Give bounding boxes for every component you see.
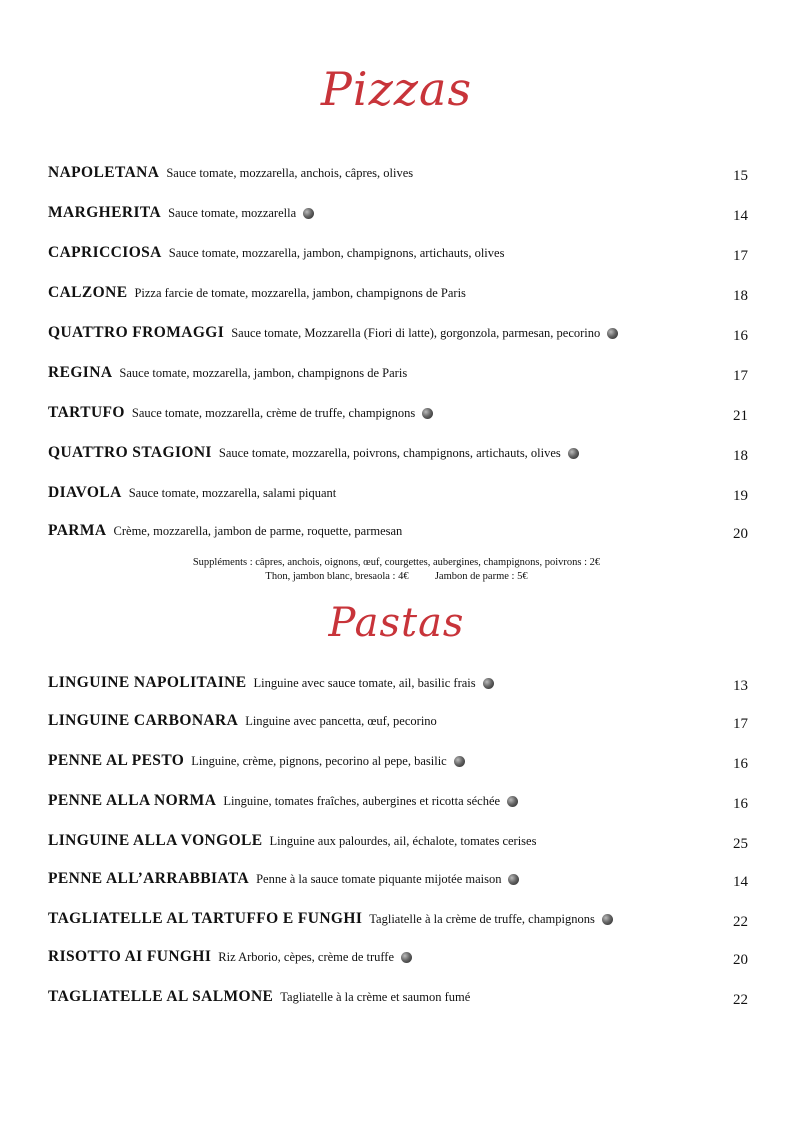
- item-name: LINGUINE CARBONARA: [48, 712, 239, 729]
- vegetarian-leaf-icon: [454, 756, 465, 767]
- menu-item: [48, 752, 748, 776]
- item-name: TAGLIATELLE AL SALMONE: [48, 988, 274, 1005]
- item-name: CAPRICCIOSA: [48, 244, 162, 261]
- item-name: NAPOLETANA: [48, 164, 160, 181]
- item-price: 17: [733, 368, 748, 384]
- item-price: 16: [733, 756, 748, 772]
- item-price: 22: [733, 992, 748, 1008]
- item-description: Sauce tomate, mozzarella, anchois, câpres, olives: [166, 166, 414, 180]
- menu-item: [48, 444, 748, 468]
- item-description: Linguine, crème, pignons, pecorino al pepe, basilic: [191, 754, 447, 768]
- item-price: 20: [733, 526, 748, 542]
- item-description: Sauce tomate, mozzarella, crème de truffe, champignons: [131, 406, 416, 420]
- menu-item: [48, 484, 748, 508]
- item-price: 15: [733, 168, 748, 184]
- pastas-title: Pastas: [328, 600, 465, 646]
- item-price: 19: [733, 488, 748, 504]
- vegetarian-leaf-icon: [422, 408, 433, 419]
- item-price: 16: [733, 328, 748, 344]
- item-description: Linguine aux palourdes, ail, échalote, tomates cerises: [269, 834, 537, 848]
- item-name: CALZONE: [48, 284, 128, 301]
- menu-item: [48, 404, 748, 428]
- item-name: PENNE AL PESTO: [48, 752, 185, 769]
- menu-item: [48, 364, 748, 388]
- item-description: Sauce tomate, mozzarella, salami piquant: [128, 486, 337, 500]
- item-price: 16: [733, 796, 748, 812]
- item-name: MARGHERITA: [48, 204, 162, 221]
- item-price: 17: [733, 716, 748, 732]
- item-description: Linguine avec pancetta, œuf, pecorino: [245, 714, 437, 728]
- item-description: Riz Arborio, cèpes, crème de truffe: [218, 950, 395, 964]
- item-description: Sauce tomate, mozzarella, jambon, champignons de Paris: [119, 366, 408, 380]
- item-price: 18: [733, 288, 748, 304]
- item-price: 20: [733, 952, 748, 968]
- menu-item: [48, 948, 748, 972]
- item-name: RISOTTO AI FUNGHI: [48, 948, 212, 965]
- menu-item: [48, 204, 748, 228]
- vegetarian-leaf-icon: [508, 874, 519, 885]
- menu-item: [48, 674, 748, 698]
- item-description: Sauce tomate, mozzarella: [168, 206, 297, 220]
- menu-item: [48, 870, 748, 894]
- vegetarian-leaf-icon: [483, 678, 494, 689]
- item-price: 14: [733, 874, 748, 890]
- vegetarian-leaf-icon: [607, 328, 618, 339]
- pizzas-title: Pizzas: [320, 62, 473, 116]
- menu-item: [48, 832, 748, 856]
- vegetarian-leaf-icon: [507, 796, 518, 807]
- item-description: Tagliatelle à la crème et saumon fumé: [280, 990, 471, 1004]
- item-name: DIAVOLA: [48, 484, 122, 501]
- menu-item: [48, 910, 748, 934]
- menu-item: [48, 988, 748, 1012]
- vegetarian-leaf-icon: [401, 952, 412, 963]
- menu-item: [48, 522, 748, 546]
- vegetarian-leaf-icon: [602, 914, 613, 925]
- item-name: QUATTRO FROMAGGI: [48, 324, 225, 341]
- menu-item: [48, 284, 748, 308]
- item-name: PENNE ALLA NORMA: [48, 792, 217, 809]
- item-name: PARMA: [48, 522, 107, 539]
- item-name: LINGUINE NAPOLITAINE: [48, 674, 247, 691]
- item-name: LINGUINE ALLA VONGOLE: [48, 832, 263, 849]
- item-description: Sauce tomate, mozzarella, poivrons, champignons, artichauts, olives: [218, 446, 561, 460]
- item-name: TAGLIATELLE AL TARTUFFO E FUNGHI: [48, 910, 363, 927]
- item-description: Sauce tomate, Mozzarella (Fiori di latte), gorgonzola, parmesan, pecorino: [231, 326, 601, 340]
- item-price: 18: [733, 448, 748, 464]
- supplements-line-2: Thon, jambon blanc, bresaola : 4€ Jambon de parme : 5€: [265, 571, 528, 582]
- item-price: 13: [733, 678, 748, 694]
- item-name: REGINA: [48, 364, 113, 381]
- item-description: Linguine avec sauce tomate, ail, basilic frais: [253, 676, 476, 690]
- item-name: PENNE ALL’ARRABBIATA: [48, 870, 250, 887]
- item-price: 21: [733, 408, 748, 424]
- menu-item: [48, 792, 748, 816]
- menu-item: [48, 164, 748, 188]
- item-price: 22: [733, 914, 748, 930]
- menu-item: [48, 324, 748, 348]
- supplements-line-1: Suppléments : câpres, anchois, oignons, œuf, courgettes, aubergines, champignons, poivrons : 2€: [192, 557, 601, 568]
- item-name: TARTUFO: [48, 404, 125, 421]
- item-price: 14: [733, 208, 748, 224]
- item-price: 25: [733, 836, 748, 852]
- item-description: Pizza farcie de tomate, mozzarella, jambon, champignons de Paris: [134, 286, 466, 300]
- item-name: QUATTRO STAGIONI: [48, 444, 212, 461]
- item-price: 17: [733, 248, 748, 264]
- vegetarian-leaf-icon: [568, 448, 579, 459]
- item-description: Linguine, tomates fraîches, aubergines et ricotta séchée: [223, 794, 501, 808]
- menu-item: [48, 712, 748, 736]
- item-description: Penne à la sauce tomate piquante mijotée maison: [256, 872, 502, 886]
- item-description: Crème, mozzarella, jambon de parme, roquette, parmesan: [113, 524, 403, 538]
- item-description: Sauce tomate, mozzarella, jambon, champignons, artichauts, olives: [168, 246, 505, 260]
- menu-item: [48, 244, 748, 268]
- item-description: Tagliatelle à la crème de truffe, champignons: [369, 912, 595, 926]
- vegetarian-leaf-icon: [303, 208, 314, 219]
